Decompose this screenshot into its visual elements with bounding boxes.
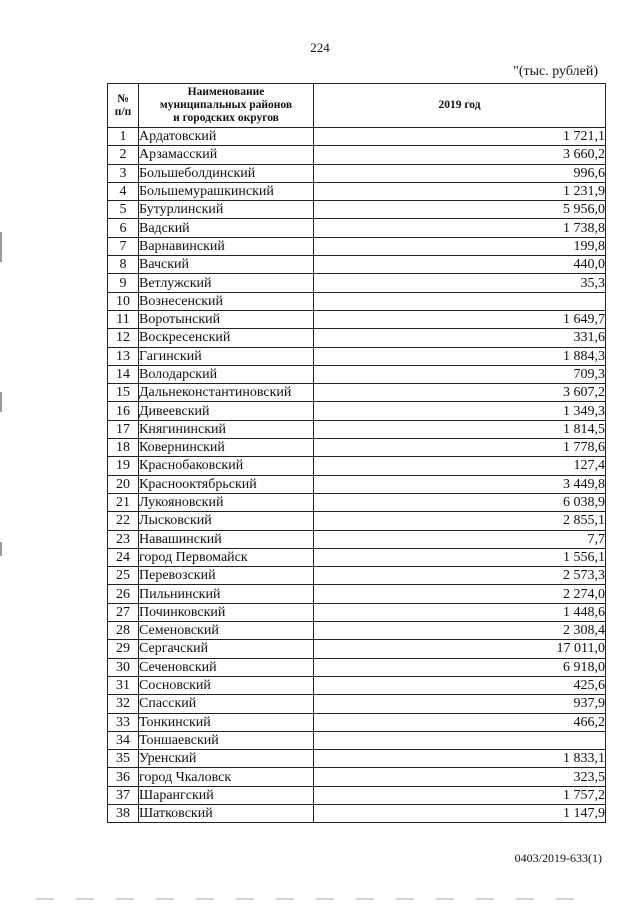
row-value: 3 607,2 [314,384,606,402]
header-name: Наименование муниципальных районов и городских округов [139,84,314,128]
table-row [108,622,606,640]
table-row [108,274,606,292]
table-row [108,603,606,621]
row-value: 323,5 [314,768,606,786]
row-number: 37 [108,786,139,804]
district-name: Лукояновский [139,493,314,511]
table-row [108,256,606,274]
row-value: 6 918,0 [314,658,606,676]
row-number: 29 [108,640,139,658]
table-row [108,384,606,402]
row-number: 30 [108,658,139,676]
table-row [108,676,606,694]
row-value: 2 855,1 [314,512,606,530]
district-name: город Чкаловск [139,768,314,786]
row-number: 32 [108,695,139,713]
row-number: 6 [108,219,139,237]
row-value [314,292,606,310]
table-row [108,585,606,603]
district-name: Ветлужский [139,274,314,292]
row-number: 2 [108,146,139,164]
row-number: 9 [108,274,139,292]
row-number: 10 [108,292,139,310]
row-number: 38 [108,804,139,822]
row-number: 12 [108,329,139,347]
row-number: 21 [108,493,139,511]
row-number: 26 [108,585,139,603]
row-number: 4 [108,182,139,200]
table-row [108,731,606,749]
row-number: 11 [108,310,139,328]
document-code: 0403/2019-633(1) [514,851,602,865]
table-row [108,329,606,347]
row-value: 2 308,4 [314,622,606,640]
district-name: Воскресенский [139,329,314,347]
district-name: Перевозский [139,567,314,585]
table-row [108,128,606,146]
table-row [108,237,606,255]
row-number: 31 [108,676,139,694]
row-value: 709,3 [314,365,606,383]
district-name: Краснобаковский [139,457,314,475]
district-name: Ардатовский [139,128,314,146]
district-name: Дивеевский [139,402,314,420]
table-row [108,475,606,493]
row-value: 996,6 [314,164,606,182]
row-value: 1 833,1 [314,750,606,768]
row-number: 25 [108,567,139,585]
row-number: 33 [108,713,139,731]
row-number: 24 [108,548,139,566]
row-value: 6 038,9 [314,493,606,511]
row-value: 1 778,6 [314,439,606,457]
district-name: Варнавинский [139,237,314,255]
district-name: Починковский [139,603,314,621]
row-number: 13 [108,347,139,365]
district-name: Дальнеконстантиновский [139,384,314,402]
row-value: 2 274,0 [314,585,606,603]
row-value: 1 884,3 [314,347,606,365]
table-row [108,640,606,658]
district-name: Шарангский [139,786,314,804]
district-name: Сеченовский [139,658,314,676]
table-row [108,219,606,237]
table-row [108,292,606,310]
table-row [108,310,606,328]
row-value [314,731,606,749]
table-row [108,493,606,511]
row-value: 1 738,8 [314,219,606,237]
district-name: Краснооктябрьский [139,475,314,493]
district-name: Гагинский [139,347,314,365]
district-name: Воротынский [139,310,314,328]
row-value: 127,4 [314,457,606,475]
district-name: Шатковский [139,804,314,822]
row-number: 3 [108,164,139,182]
table-row [108,548,606,566]
table-header-row [108,84,606,128]
row-value: 331,6 [314,329,606,347]
row-number: 28 [108,622,139,640]
row-value: 3 449,8 [314,475,606,493]
district-name: Володарский [139,365,314,383]
district-name: Большеболдинский [139,164,314,182]
district-name: Вадский [139,219,314,237]
row-number: 23 [108,530,139,548]
row-number: 17 [108,420,139,438]
table-row [108,439,606,457]
header-year: 2019 год [314,84,606,128]
table-row [108,365,606,383]
row-value: 440,0 [314,256,606,274]
row-number: 27 [108,603,139,621]
district-name: Спасский [139,695,314,713]
row-number: 1 [108,128,139,146]
row-value: 1 448,6 [314,603,606,621]
district-name: Тонкинский [139,713,314,731]
row-number: 35 [108,750,139,768]
district-name: Княгининский [139,420,314,438]
table-row [108,713,606,731]
data-table [107,83,606,823]
row-value: 1 231,9 [314,182,606,200]
row-value: 1 349,3 [314,402,606,420]
row-value: 1 649,7 [314,310,606,328]
table-row [108,786,606,804]
row-value: 3 660,2 [314,146,606,164]
page-number: 224 [310,40,330,55]
row-number: 16 [108,402,139,420]
table-row [108,457,606,475]
header-num: № п/п [108,84,139,128]
row-value: 1 757,2 [314,786,606,804]
district-name: Сосновский [139,676,314,694]
district-name: Семеновский [139,622,314,640]
row-number: 18 [108,439,139,457]
district-name: Тоншаевский [139,731,314,749]
district-name: Уренский [139,750,314,768]
row-value: 17 011,0 [314,640,606,658]
row-number: 19 [108,457,139,475]
scan-artifact [0,232,2,262]
row-value: 466,2 [314,713,606,731]
row-value: 425,6 [314,676,606,694]
row-number: 7 [108,237,139,255]
district-name: Сергачский [139,640,314,658]
row-number: 22 [108,512,139,530]
row-value: 937,9 [314,695,606,713]
unit-note: "(тыс. рублей) [513,64,598,79]
district-name: Навашинский [139,530,314,548]
row-number: 15 [108,384,139,402]
district-name: Вачский [139,256,314,274]
row-value: 5 956,0 [314,201,606,219]
table-row [108,201,606,219]
table-row [108,512,606,530]
table-row [108,750,606,768]
row-value: 1 721,1 [314,128,606,146]
row-number: 34 [108,731,139,749]
row-value: 1 814,5 [314,420,606,438]
table-row [108,530,606,548]
scan-artifact [0,542,2,556]
row-number: 8 [108,256,139,274]
row-value: 199,8 [314,237,606,255]
table-row [108,567,606,585]
table-row [108,347,606,365]
row-number: 20 [108,475,139,493]
table-row [108,768,606,786]
row-value: 7,7 [314,530,606,548]
district-name: Пильнинский [139,585,314,603]
row-value: 1 556,1 [314,548,606,566]
row-value: 35,3 [314,274,606,292]
row-number: 5 [108,201,139,219]
table-row [108,804,606,822]
table-row [108,658,606,676]
row-number: 14 [108,365,139,383]
district-name: Лысковский [139,512,314,530]
district-name: Бутурлинский [139,201,314,219]
table-row [108,182,606,200]
scan-artifact [0,392,2,412]
table-row [108,695,606,713]
table-row [108,402,606,420]
row-value: 1 147,9 [314,804,606,822]
table-body [108,128,606,823]
district-name: Арзамасский [139,146,314,164]
scan-artifact [36,898,596,900]
district-name: Ковернинский [139,439,314,457]
district-name: Большемурашкинский [139,182,314,200]
row-number: 36 [108,768,139,786]
table-row [108,146,606,164]
table-row [108,420,606,438]
district-name: город Первомайск [139,548,314,566]
district-name: Вознесенский [139,292,314,310]
table-row [108,164,606,182]
row-value: 2 573,3 [314,567,606,585]
